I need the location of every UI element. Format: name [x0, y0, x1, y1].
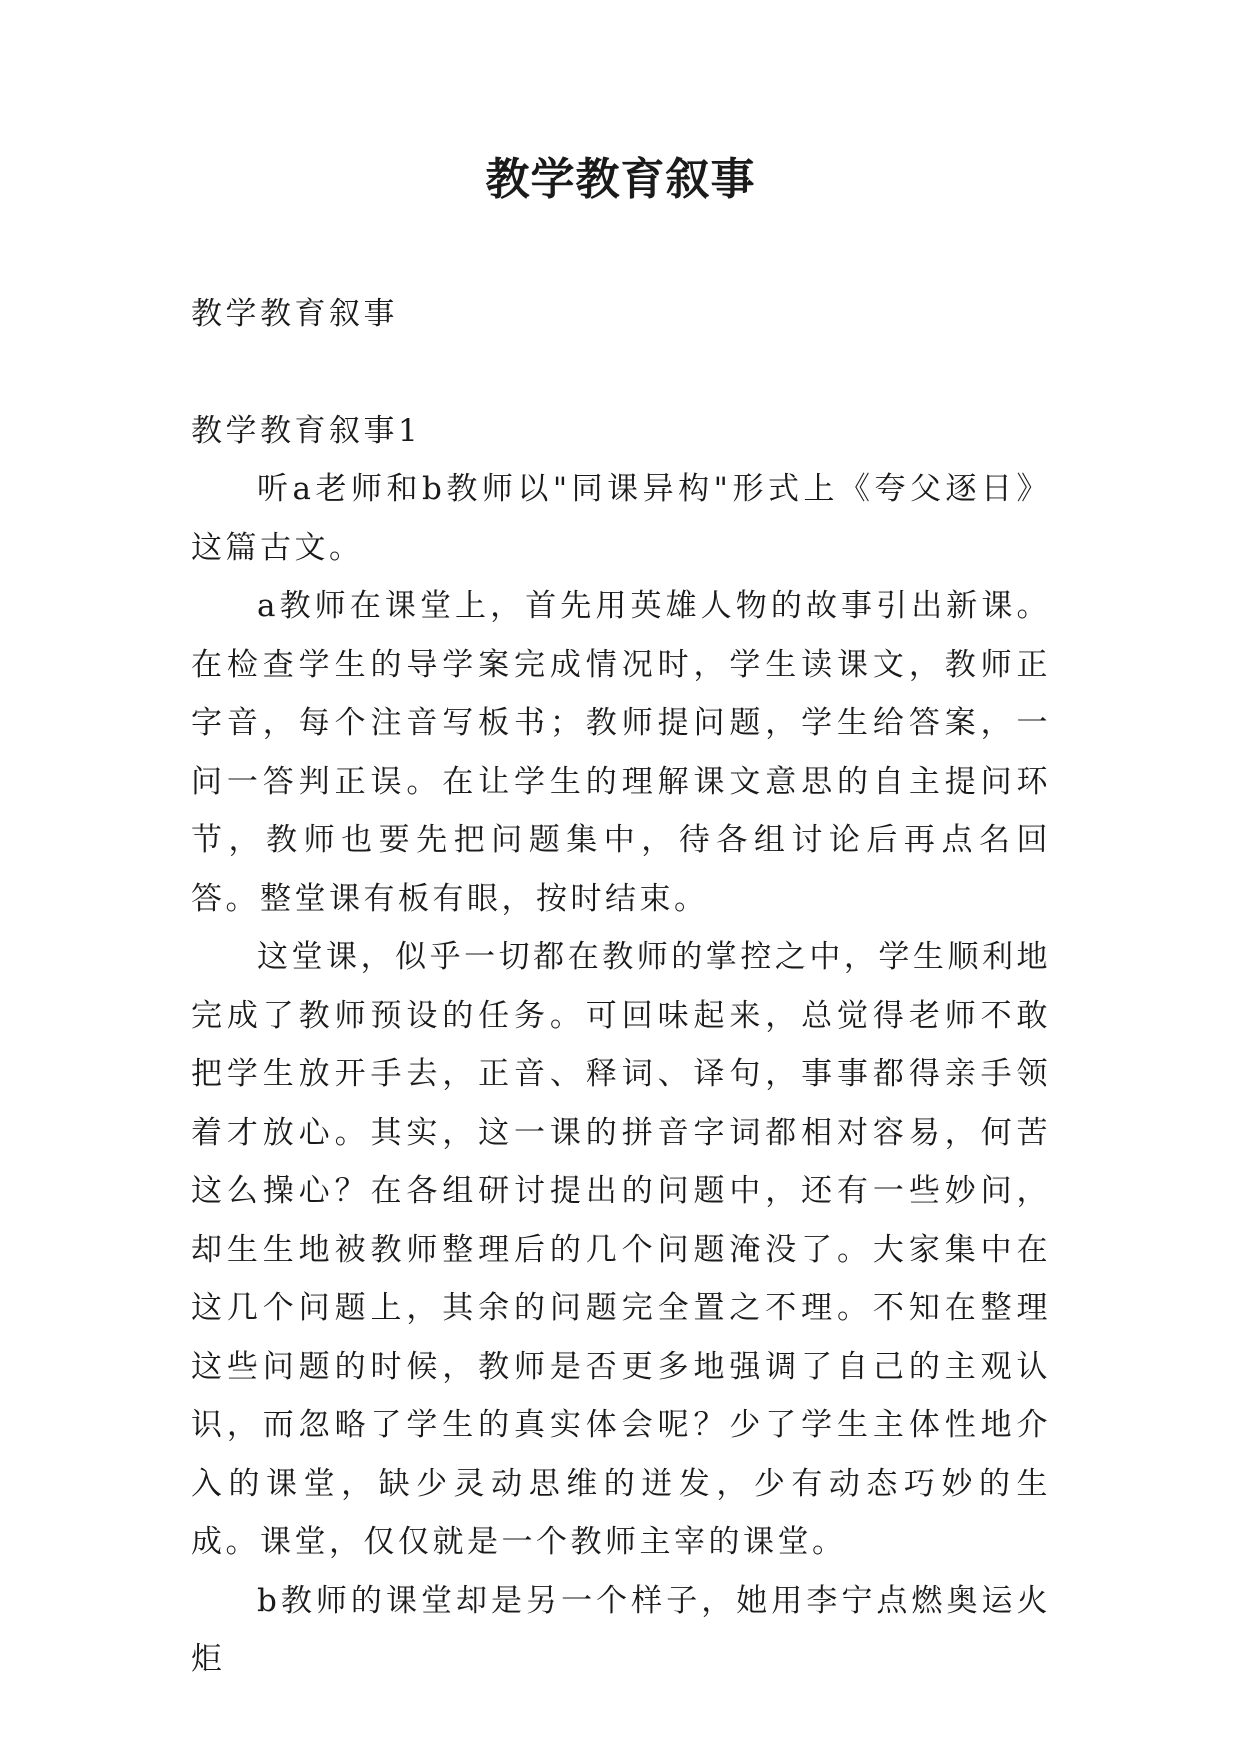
paragraph-2: a教师在课堂上，首先用英雄人物的故事引出新课。在检查学生的导学案完成情况时，学生读课文，教师正字音，每个注音写板书；教师提问题，学生给答案，一问一答判正误。在让学生的理解课文意思的自主提问环节，教师也要先把问题集中，待各组讨论后再点名回答。整堂课有板有眼，按时结束。 — [191, 588, 1051, 917]
section-heading: 教学教育叙事1 — [191, 413, 422, 449]
document-title: 教学教育叙事 — [485, 154, 756, 205]
document-subtitle: 教学教育叙事 — [191, 296, 398, 332]
paragraph-3: 这堂课，似乎一切都在教师的掌控之中，学生顺利地完成了教师预设的任务。可回味起来，总觉得老师不敢把学生放开手去，正音、释词、译句，事事都得亲手领着才放心。其实，这一课的拼音字词都相对容易，何苦这么操心？在各组研讨提出的问题中，还有一些妙问，却生生地被教师整理后的几个问题淹没了。大家集中在这几个问题上，其余的问题完全置之不理。不知在整理这些问题的时候，教师是否更多地强调了自己的主观认识，而忽略了学生的真实体会呢？少了学生主体性地介入的课堂，缺少灵动思维的迸发，少有动态巧妙的生成。课堂，仅仅就是一个教师主宰的课堂。 — [191, 939, 1051, 1560]
paragraph-1: 听a老师和b教师以"同课异构"形式上《夸父逐日》这篇古文。 — [191, 471, 1051, 566]
paragraph-4: b教师的课堂却是另一个样子，她用李宁点燃奥运火炬 — [191, 1582, 1051, 1677]
document-body — [191, 460, 1051, 1689]
